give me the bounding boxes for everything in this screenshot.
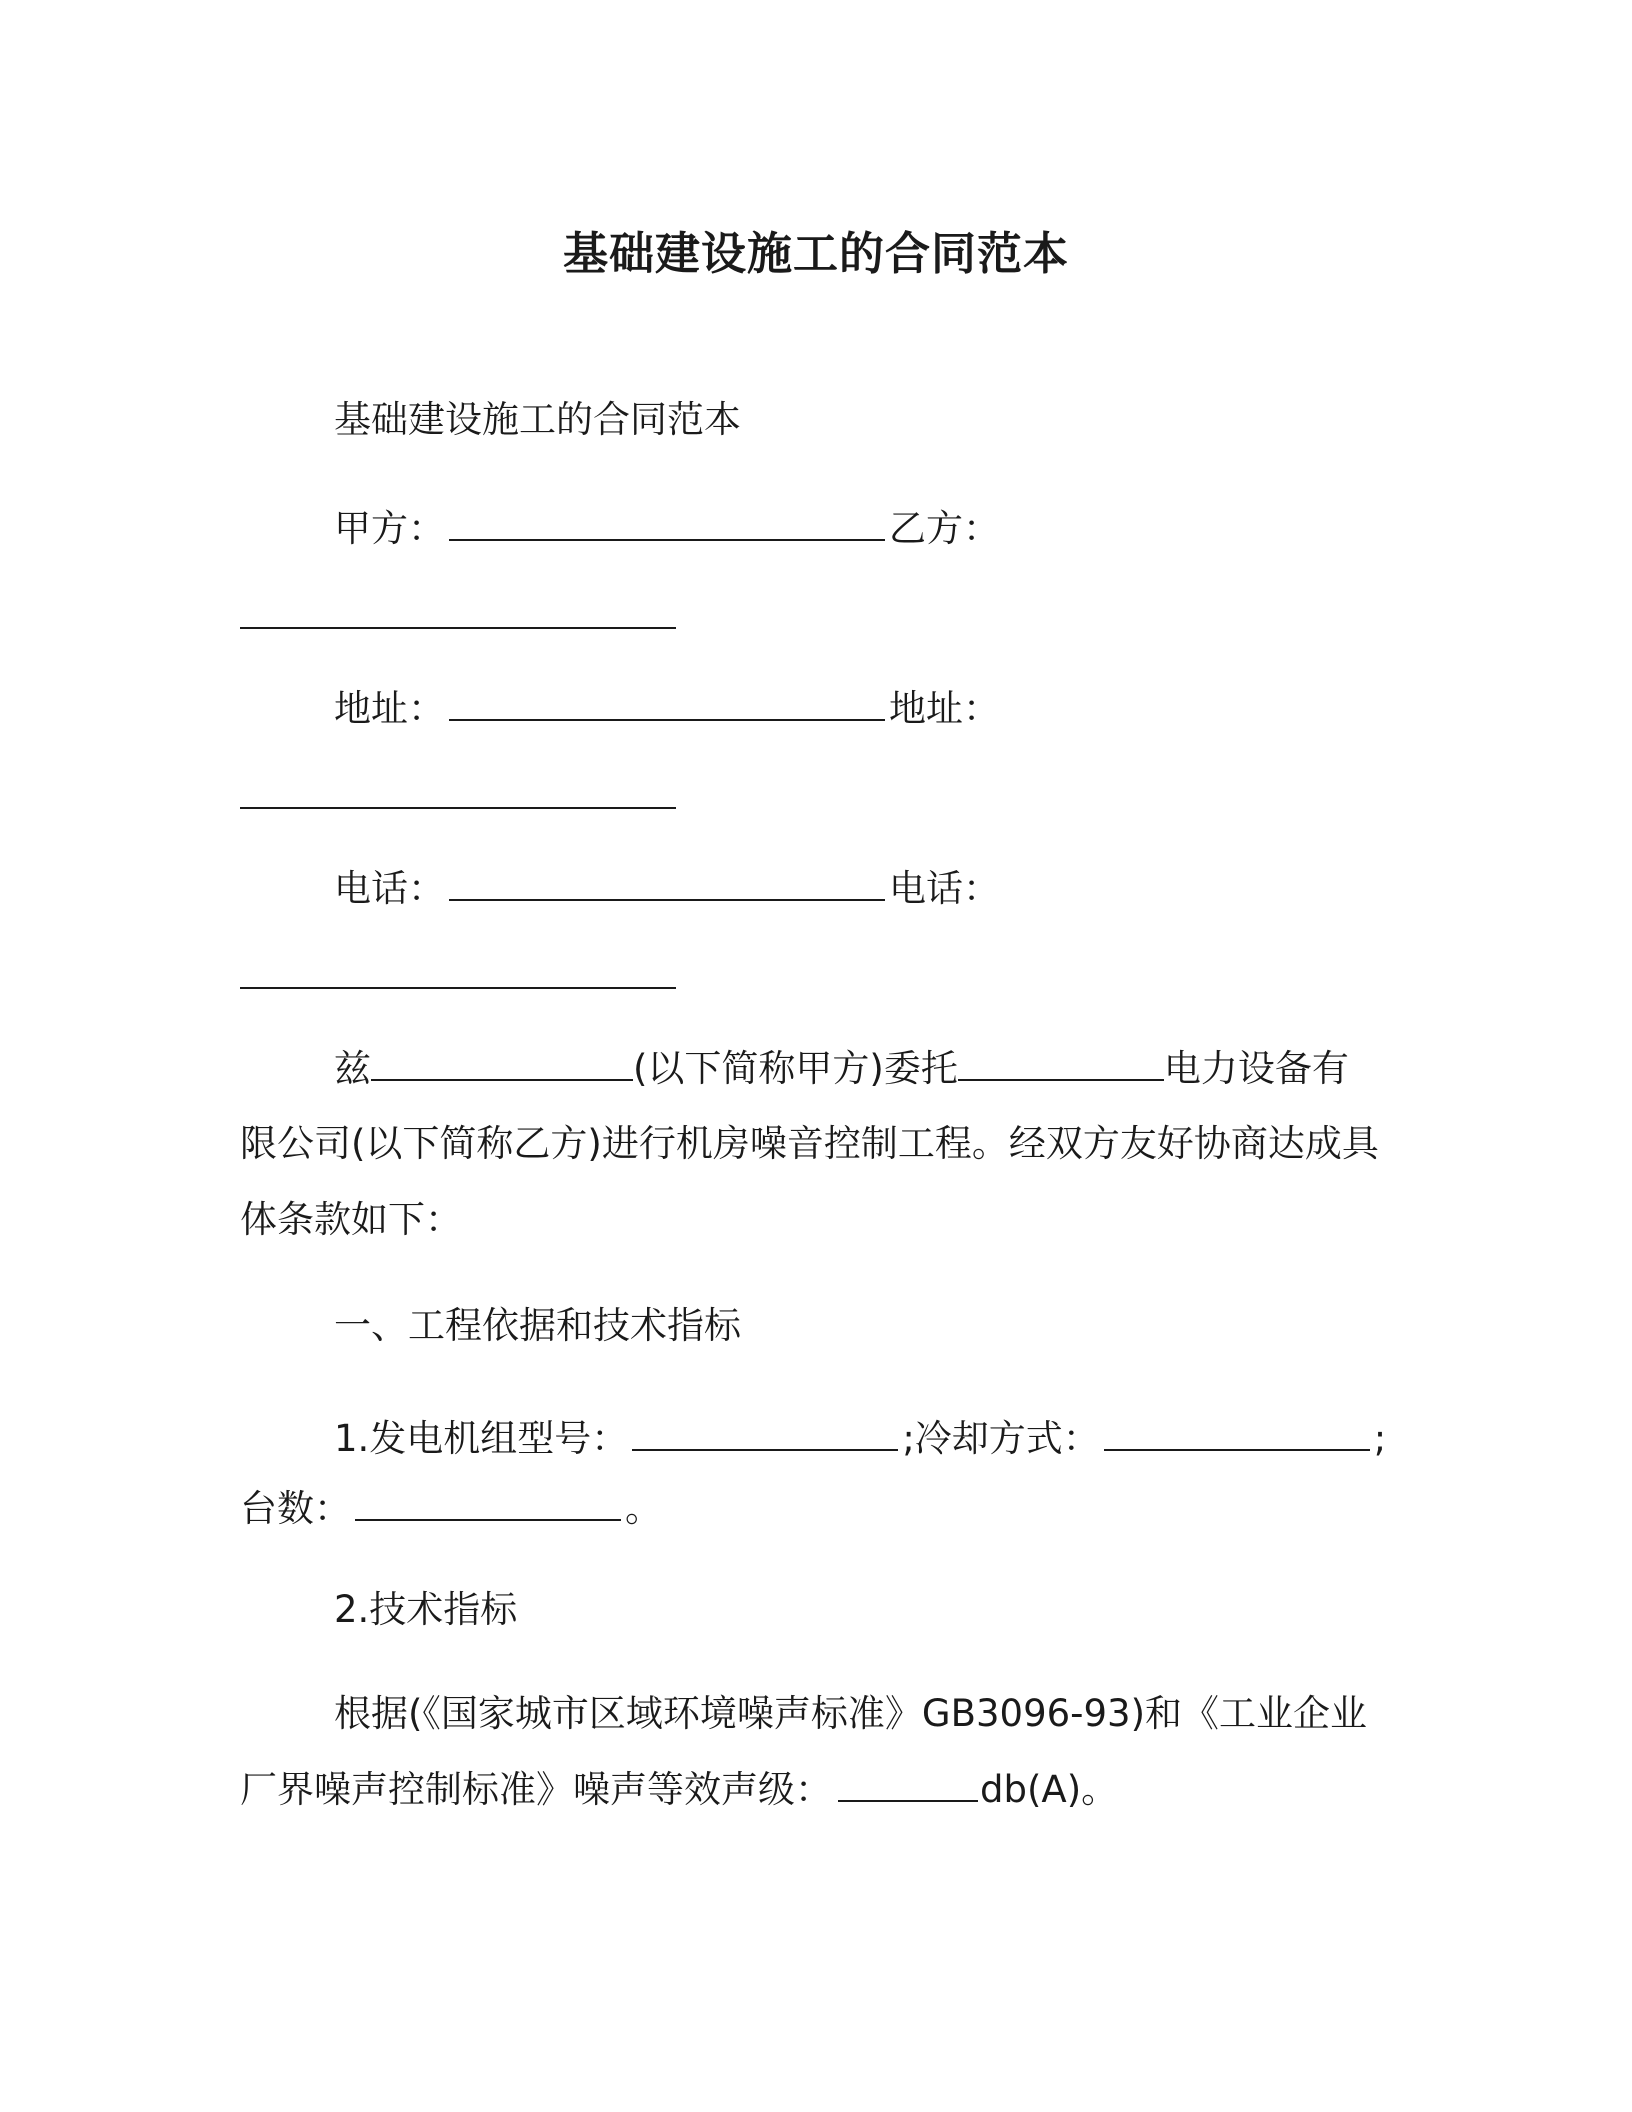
- basis-start: 厂界噪声控制标准》噪声等效声级：: [240, 1768, 832, 1811]
- party-a-label: 甲方：: [334, 507, 445, 550]
- basis-line-1: 根据(《国家城市区域环境噪声标准》GB3096-93)和《工业企业: [334, 1692, 1368, 1735]
- intro-start: 兹: [334, 1047, 371, 1090]
- count-period: 。: [625, 1487, 662, 1530]
- cooling-label: ;冷却方式：: [902, 1417, 1100, 1460]
- count-blank[interactable]: [355, 1483, 621, 1521]
- address-b-label: 地址：: [889, 687, 1000, 730]
- basis-line-2: [240, 1764, 1118, 1814]
- client-name-blank[interactable]: [371, 1043, 633, 1081]
- item1-line-2: [240, 1483, 662, 1533]
- count-label: 台数：: [240, 1487, 351, 1530]
- intro-line-1: [334, 1043, 1349, 1093]
- model-label: 1.发电机组型号：: [334, 1417, 629, 1460]
- page-title: 基础建设施工的合同范本: [562, 227, 1069, 280]
- phone-row: [334, 863, 1000, 913]
- phone-a-label: 电话：: [334, 867, 445, 910]
- intro-end: 电力设备有: [1163, 1047, 1349, 1090]
- phone-a-blank[interactable]: [449, 863, 885, 901]
- item1-line-1: [334, 1413, 1386, 1463]
- address-a-label: 地址：: [334, 687, 445, 730]
- phone-b-label: 电话：: [889, 867, 1000, 910]
- intro-line-3: 体条款如下：: [240, 1198, 462, 1241]
- address-row: [334, 683, 1000, 733]
- item2-heading: 2.技术指标: [334, 1588, 518, 1631]
- contractor-name-blank[interactable]: [958, 1043, 1164, 1081]
- party-row: [334, 503, 1000, 553]
- phone-b-blank[interactable]: [240, 987, 676, 989]
- basis-end: db(A)。: [980, 1768, 1119, 1811]
- intro-line-2: 限公司(以下简称乙方)进行机房噪音控制工程。经双方友好协商达成具: [240, 1122, 1379, 1165]
- party-a-blank[interactable]: [449, 503, 885, 541]
- cooling-blank[interactable]: [1104, 1413, 1370, 1451]
- end-semicolon: ;: [1373, 1417, 1387, 1460]
- intro-mid: (以下简称甲方)委托: [633, 1047, 958, 1090]
- model-blank[interactable]: [632, 1413, 898, 1451]
- party-b-label: 乙方：: [889, 507, 1000, 550]
- noise-level-blank[interactable]: [838, 1764, 978, 1802]
- contract-subtitle: 基础建设施工的合同范本: [334, 398, 741, 441]
- section-heading: 一、工程依据和技术指标: [334, 1304, 741, 1347]
- address-b-blank[interactable]: [240, 807, 676, 809]
- address-a-blank[interactable]: [449, 683, 885, 721]
- party-b-blank[interactable]: [240, 627, 676, 629]
